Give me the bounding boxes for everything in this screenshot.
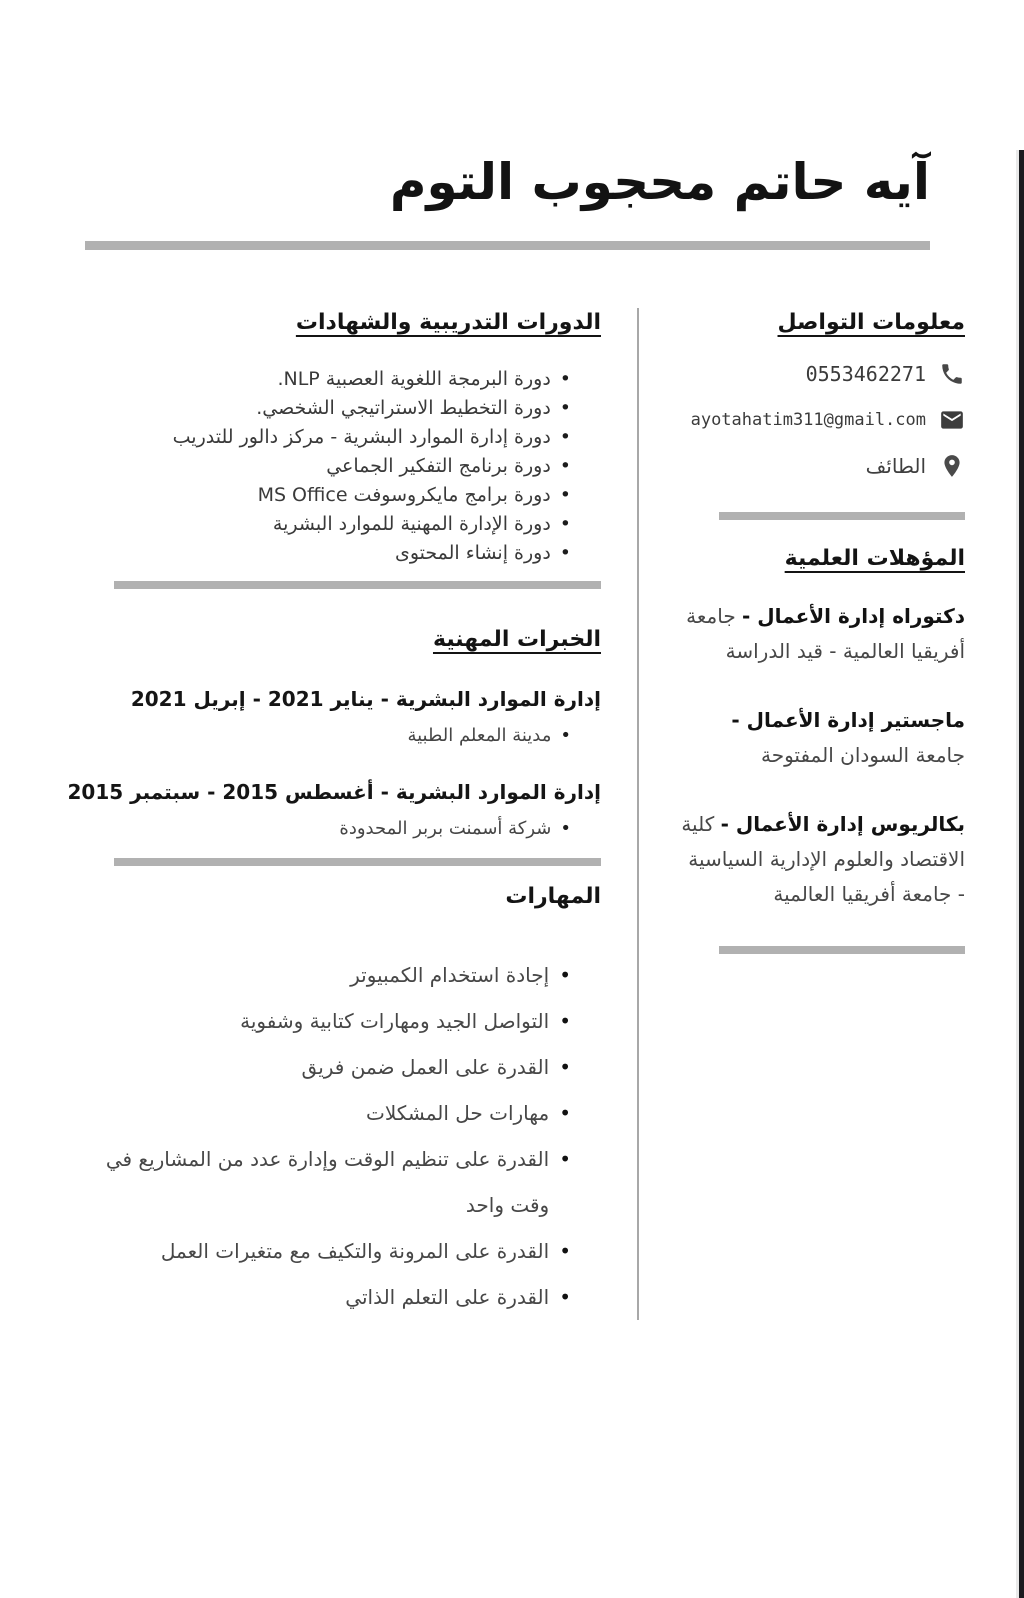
contact-rows (677, 361, 965, 480)
skill-item (68, 1044, 572, 1090)
course-item (68, 510, 572, 539)
sidebar-column (637, 308, 965, 1320)
resume-body (0, 308, 1024, 1320)
page-right-edge-strip (1016, 150, 1024, 1598)
skill-item (68, 1136, 572, 1228)
job-entry (68, 684, 602, 749)
company-text: • شركة أسمنت بربر المحدودة (339, 817, 552, 839)
skill-item (68, 1274, 572, 1320)
course-text: • دورة إنشاء المحتوى (394, 541, 551, 564)
course-text: • دورة إدارة الموارد البشرية - مركز دالور للتدريب (172, 425, 551, 448)
contact-section-heading: معلومات التواصل (777, 310, 965, 335)
course-item (68, 539, 572, 568)
skills-section-heading: المهارات (505, 883, 601, 909)
courses-list (68, 365, 572, 568)
skill-text: • القدرة على التعلم الذاتي (345, 1285, 550, 1310)
skill-text: • القدرة على تنظيم الوقت وإدارة عدد من المشاريع في وقت واحد (105, 1147, 550, 1218)
degree-details: كلية الاقتصاد والعلوم الإدارية السياسية - جامعة أفريقيا العالمية (681, 811, 965, 906)
qualification-item (677, 807, 965, 912)
skill-item (68, 1090, 572, 1136)
course-text: • دورة برامج مايكروسوفت MS Office (257, 483, 551, 506)
skill-text: • مهارات حل المشكلات (366, 1101, 550, 1126)
skill-item (68, 998, 572, 1044)
resume-header (85, 150, 930, 250)
course-item (68, 452, 572, 481)
degree-details: جامعة أفريقيا العالمية - قيد الدراسة (686, 603, 965, 663)
skill-item (68, 1228, 572, 1274)
course-text: • دورة البرمجة اللغوية العصبية NLP. (277, 367, 551, 390)
phone-row (677, 361, 965, 388)
sidebar-divider-bar (719, 946, 965, 954)
page-title: آيه حاتم محجوب التوم (389, 153, 930, 211)
sidebar-divider-bar (719, 512, 965, 520)
main-column (0, 308, 637, 1320)
location-row (677, 453, 965, 480)
skill-text: • التواصل الجيد ومهارات كتابية وشفوية (240, 1009, 550, 1034)
envelope-icon (939, 407, 965, 433)
email-address: ayotahatim311@gmail.com (690, 410, 926, 431)
company-item (68, 815, 572, 842)
course-text: • دورة الإدارة المهنية للموارد البشرية (272, 512, 551, 535)
course-item (68, 423, 572, 452)
course-item (68, 394, 572, 423)
skill-text: • إجادة استخدام الكمبيوتر (350, 963, 550, 988)
degree-title: بكالريوس إدارة الأعمال - (720, 811, 965, 836)
company-list (68, 815, 572, 842)
course-text: • دورة التخطيط الاستراتيجي الشخصي. (256, 396, 551, 419)
qualification-item (677, 599, 965, 669)
experience-section-heading: الخبرات المهنية (432, 626, 601, 652)
company-text: • مدينة المعلم الطبية (407, 724, 552, 746)
courses-section-heading: الدورات التدريبية والشهادات (295, 310, 601, 335)
degree-details: جامعة السودان المفتوحة (760, 742, 965, 767)
email-row (677, 407, 965, 434)
main-divider-bar (114, 581, 601, 589)
location-pin-icon (939, 453, 965, 479)
skill-text: • القدرة على المرونة والتكيف مع متغيرات العمل (160, 1239, 550, 1264)
degree-title: ماجستير إدارة الأعمال - (731, 707, 965, 732)
degree-title: دكتوراه إدارة الأعمال - (742, 603, 965, 628)
main-divider-bar (114, 858, 601, 866)
skill-item (68, 952, 572, 998)
course-text: • دورة برنامج التفكير الجماعي (326, 454, 551, 477)
skills-list (68, 952, 572, 1320)
course-item (68, 365, 572, 394)
job-title: إدارة الموارد البشرية - أغسطس 2015 - سبتمبر 2015 (67, 779, 601, 804)
company-list (68, 722, 572, 749)
skill-text: • القدرة على العمل ضمن فريق (301, 1055, 550, 1080)
company-item (68, 722, 572, 749)
qualifications-section-heading: المؤهلات العلمية (784, 545, 965, 571)
qualification-item (677, 703, 965, 773)
location-text: الطائف (865, 454, 926, 479)
title-divider-bar (85, 241, 930, 250)
job-entry (68, 777, 602, 842)
phone-number: 0553462271 (805, 362, 926, 387)
job-title: إدارة الموارد البشرية - يناير 2021 - إبريل 2021 (130, 686, 601, 711)
course-item (68, 481, 572, 510)
phone-icon (939, 361, 965, 387)
